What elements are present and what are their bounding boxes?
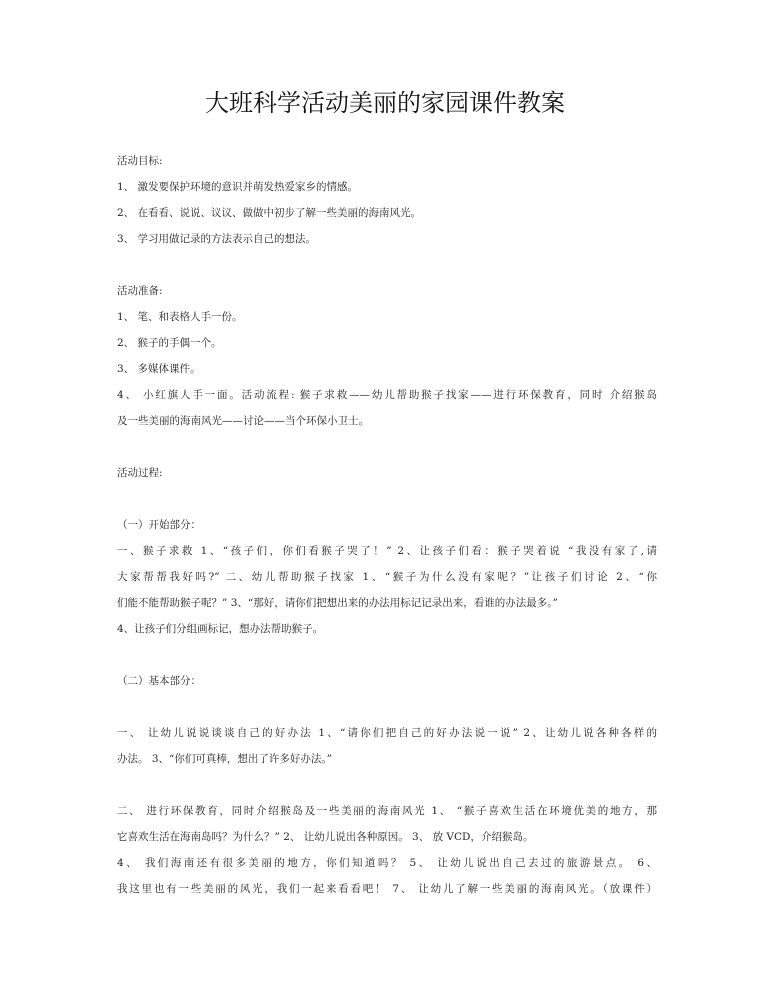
text-line: 1、 笔、和表格人手一份。 xyxy=(117,311,243,323)
text-line: 大家帮帮我好吗?” 二、幼儿帮助猴子找家 1、“猴子为什么没有家呢？”让孩子们讨论 2、“你 xyxy=(117,571,657,583)
text-line: 我这里也有一些美丽的风光，我们一起来看看吧！ 7、 让幼儿了解一些美丽的海南风光。（放课件） xyxy=(117,883,657,895)
subsection-heading-start: （一）开始部分： xyxy=(117,519,201,531)
text-line: 二、 进行环保教育，同时介绍猴岛及一些美丽的海南风光 1、 “猴子喜欢生活在环境优美的地方，那 xyxy=(117,805,657,817)
section-heading-goals: 活动目标: xyxy=(117,155,163,167)
text-line: 3、 学习用做记录的方法表示自己的想法。 xyxy=(117,233,317,245)
text-line: 2、 在看看、说说、议议、做做中初步了解一些美丽的海南风光。 xyxy=(117,207,422,219)
text-line: 办法。 3、“你们可真棒，想出了许多好办法。” xyxy=(117,753,333,765)
document-title: 大班科学活动美丽的家园课件教案 xyxy=(205,89,565,117)
text-line: 3、 多媒体课件。 xyxy=(117,363,201,375)
text-line: 及一些美丽的海南风光——讨论——当个环保小卫士。 xyxy=(117,415,369,427)
text-line: 2、 猴子的手偶一个。 xyxy=(117,337,222,349)
subsection-heading-basic: （二）基本部分： xyxy=(117,675,201,687)
text-line: 们能不能帮助猴子呢？” 3、“那好，请你们把想出来的办法用标记记录出来，看谁的办法最多。” xyxy=(117,597,558,609)
text-line: 4、 我们海南还有很多美丽的地方，你们知道吗？ 5、 让幼儿说出自己去过的旅游景点。 6、 xyxy=(117,857,657,869)
section-heading-process: 活动过程: xyxy=(117,467,163,479)
text-line: 它喜欢生活在海南岛吗？为什么？” 2、 让幼儿说出各种原因。 3、 放 VCD，介绍猴岛。 xyxy=(117,831,534,843)
text-line: 4、 小红旗人手一面。活动流程: 猴子求救——幼儿帮助猴子找家——进行环保教育，同时 介绍猴岛 xyxy=(117,389,657,401)
text-line: 4、让孩子们分组画标记，想办法帮助猴子。 xyxy=(117,623,324,635)
section-heading-preparation: 活动准备: xyxy=(117,285,163,297)
text-line: 一、 让幼儿说说谈谈自己的好办法 1、“请你们把自己的好办法说一说” 2、让幼儿说各种各样的 xyxy=(117,727,657,739)
text-line: 一、猴子求救 1、“孩子们，你们看猴子哭了！” 2、让孩子们看：猴子哭着说 “我没有家了,请 xyxy=(117,545,657,557)
text-line: 1、 激发要保护环境的意识并萌发热爱家乡的情感。 xyxy=(117,181,359,193)
